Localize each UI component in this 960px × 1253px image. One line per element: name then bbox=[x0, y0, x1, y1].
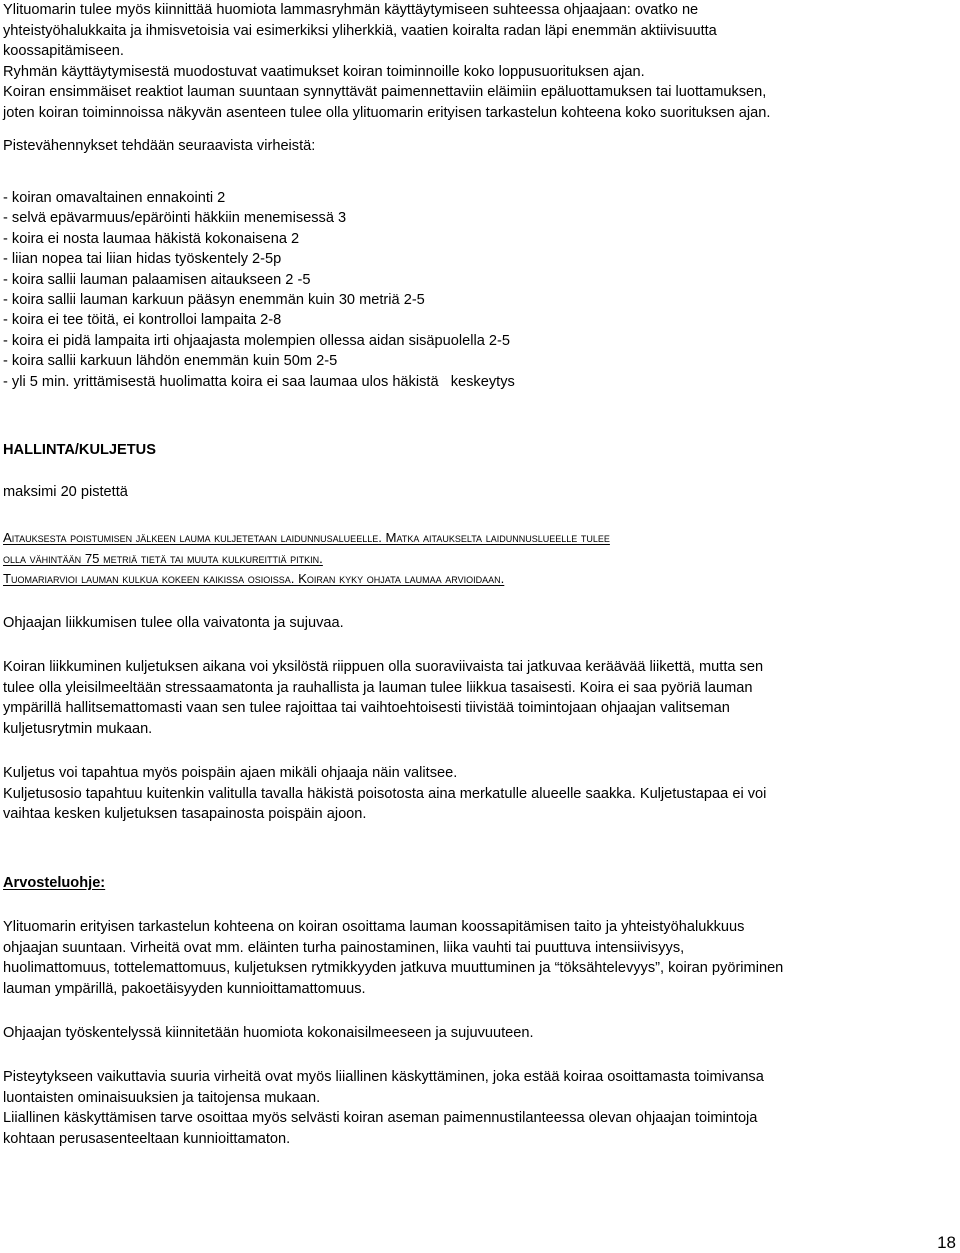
evaluation-paragraph-3 bbox=[3, 1067, 764, 1149]
list-item: - koira sallii karkuun lähdön enemmän kuin 50m 2-5 bbox=[3, 353, 338, 370]
evaluation-paragraph-2: Ohjaajan työskentelyssä kiinnitetään huomiota kokonaisilmeeseen ja sujuvuuteen. bbox=[3, 1025, 534, 1041]
list-item: - yli 5 min. yrittämisestä huolimatta koira ei saa laumaa ulos häkistä keskeytys bbox=[3, 373, 515, 390]
text-line: Kuljetusosio tapahtuu kuitenkin valitulla tavalla häkistä poisotosta aina merkatulle alueelle saakka. Kuljetustapaa ei voi bbox=[3, 785, 767, 802]
text-line: tulee olla yleisilmeeltään stressaamatonta ja rauhallista ja lauman tulee liikkua tasaisesti. Koira ei saa pyöriä lauman bbox=[3, 679, 753, 696]
deductions-list bbox=[3, 188, 515, 392]
dog-movement-paragraph bbox=[3, 657, 763, 739]
transport-paragraph bbox=[3, 763, 766, 825]
handler-movement-paragraph: Ohjaajan liikkumisen tulee olla vaivatonta ja sujuvaa. bbox=[3, 615, 344, 631]
rule-line: olla vähintään 75 metriä tietä tai muuta kulkureittiä pitkin. bbox=[3, 551, 323, 566]
page-number: 18 bbox=[937, 1233, 956, 1252]
text-line: joten koiran toiminnoissa näkyvän asenteen tulee olla ylituomarin erityisen tarkastelun kohteena koko suorituksen ajan. bbox=[3, 104, 771, 121]
rule-line: Aitauksesta poistumisen jälkeen lauma kuljetetaan laidunnusalueelle. Matka aitaukselta laidunnuslueelle tulee bbox=[3, 530, 610, 545]
list-item: - liian nopea tai liian hidas työskentely 2-5p bbox=[3, 251, 282, 268]
intro-paragraph bbox=[3, 0, 770, 157]
blank-line bbox=[3, 123, 770, 136]
text-line: huolimattomuus, tottelemattomuus, kuljetuksen rytmikkyyden jatkuva muuttuminen ja “töksähtelevyys”, koiran pyöriminen bbox=[3, 960, 784, 976]
text-line: Pisteytykseen vaikuttavia suuria virheitä ovat myös liiallinen käskyttäminen, joka estää koiraa osoittamasta toimivansa bbox=[3, 1069, 764, 1085]
list-item: - selvä epävarmuus/epäröinti häkkiin menemisessä 3 bbox=[3, 210, 347, 227]
text-line: Ylituomarin tulee myös kiinnittää huomiota lammasryhmän käyttäytymiseen suhteessa ohjaajaan: ovatko ne bbox=[3, 2, 699, 18]
text-line: kohtaan perusasenteeltaan kunnioittamaton. bbox=[3, 1130, 291, 1147]
text-line: kuljetusrytmin mukaan. bbox=[3, 720, 153, 737]
evaluation-paragraph-1 bbox=[3, 917, 783, 999]
text-line: koossapitämiseen. bbox=[3, 43, 124, 59]
text-line: ohjaajan suuntaan. Virheitä ovat mm. eläinten turha painostaminen, liika vauhti tai puuttuva intensiivisyys, bbox=[3, 939, 685, 956]
text-line: ympärillä hallitsemattomasti vaan sen tulee rajoittaa tai vaihtoehtoisesti tiivistää toimintojaan ohjaajan valitseman bbox=[3, 700, 730, 716]
evaluation-title: Arvosteluohje: bbox=[3, 875, 106, 891]
text-line: Ylituomarin erityisen tarkastelun kohteena on koiran osoittama lauman koossapitämisen taito ja yhteistyöhalukkuus bbox=[3, 919, 745, 935]
list-item: - koira sallii lauman karkuun pääsyn enemmän kuin 30 metriä 2-5 bbox=[3, 292, 425, 309]
max-points: maksimi 20 pistettä bbox=[3, 484, 128, 500]
list-item: - koira ei nosta laumaa häkistä kokonaisena 2 bbox=[3, 230, 300, 247]
rule-line: Tuomariarvioi lauman kulkua kokeen kaikissa osioissa. Koiran kyky ohjata laumaa arvioidaan. bbox=[3, 571, 505, 586]
list-item: - koira ei pidä lampaita irti ohjaajasta molempien ollessa aidan sisäpuolella 2-5 bbox=[3, 332, 511, 349]
text-line: Ryhmän käyttäytymisestä muodostuvat vaatimukset koiran toiminnoille koko loppusuorituksen ajan. bbox=[3, 63, 645, 80]
text-line: luontaisten ominaisuuksien ja taitojensa mukaan. bbox=[3, 1089, 321, 1106]
text-line: vaihtaa kesken kuljetuksen tasapainosta poispäin ajoon. bbox=[3, 806, 367, 822]
text-line: Kuljetus voi tapahtua myös poispäin ajaen mikäli ohjaaja näin valitsee. bbox=[3, 765, 458, 781]
text-line: Liiallinen käskyttämisen tarve osoittaa myös selvästi koiran aseman paimennustilanteessa olevan ohjaajan toimintoja bbox=[3, 1110, 758, 1126]
text-line: yhteistyöhalukkaita ja ihmisvetoisia vai esimerkiksi yliherkkiä, vaatien koiralta radan läpi enemmän aktiivisuutta bbox=[3, 22, 717, 39]
list-item: - koira sallii lauman palaamisen aitaukseen 2 -5 bbox=[3, 271, 311, 288]
text-line: Koiran ensimmäiset reaktiot lauman suuntaan synnyttävät paimennettaviin eläimiin epäluottamuksen tai luottamuksen, bbox=[3, 84, 767, 100]
text-line: Koiran liikkuminen kuljetuksen aikana voi yksilöstä riippuen olla suoraviivaista tai jatkuvaa keräävää liikettä, mutta sen bbox=[3, 659, 764, 675]
text-line: lauman ympärillä, pakoetäisyyden kunnioittamattomuus. bbox=[3, 980, 366, 997]
section-title: HALLINTA/KULJETUS bbox=[3, 442, 156, 458]
deductions-heading: Pistevähennykset tehdään seuraavista virheistä: bbox=[3, 138, 316, 154]
list-item: - koira ei tee töitä, ei kontrolloi lampaita 2-8 bbox=[3, 312, 282, 329]
list-item: - koiran omavaltainen ennakointi 2 bbox=[3, 190, 226, 206]
